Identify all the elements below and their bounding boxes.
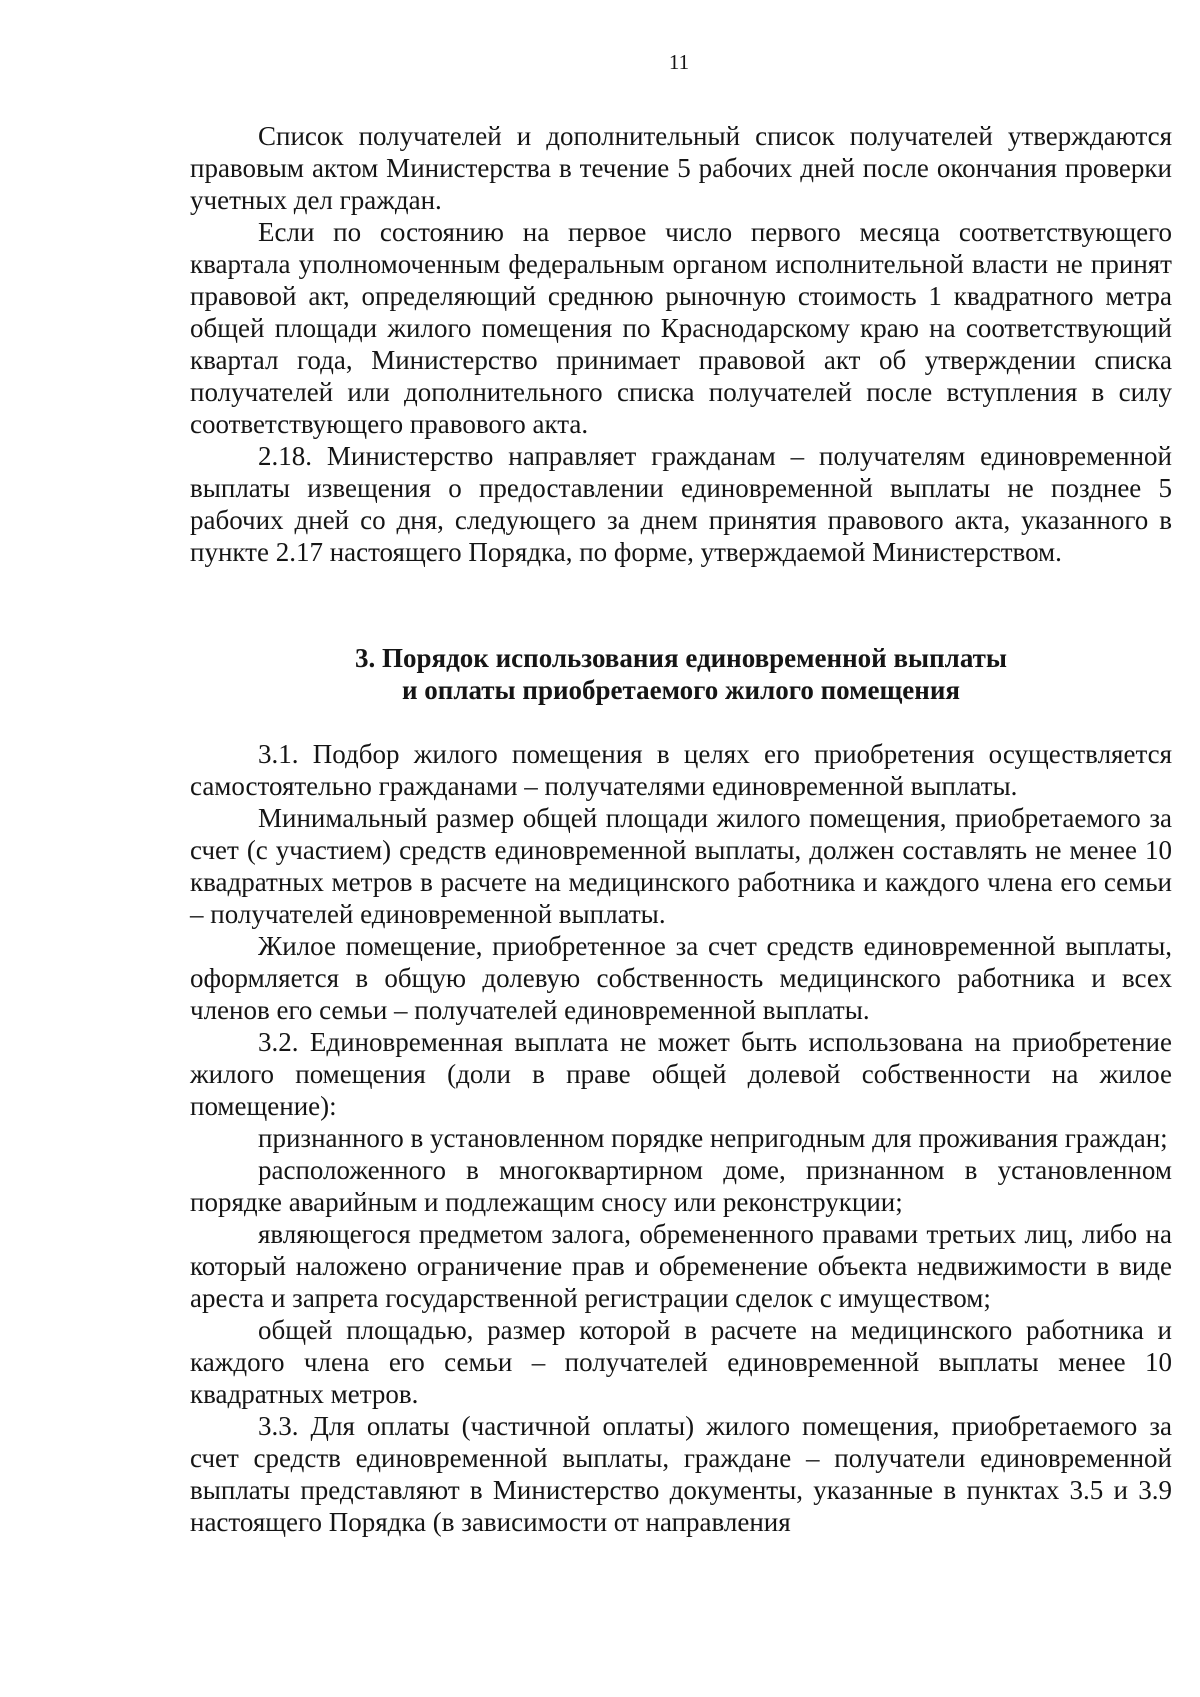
paragraph: общей площадью, размер которой в расчете на медицинского работника и каждого члена его семьи – получателей единовременной выплаты менее 10 квадратных метров.: [190, 1315, 1172, 1409]
paragraph: Минимальный размер общей площади жилого помещения, приобретаемого за счет (с участием) средств единовременной выплаты, должен составлять не менее 10 квадратных метров в расчете на медицинского работника и каждого члена его семьи – получателей единовременной выплаты.: [190, 803, 1172, 929]
paragraph: 3.2. Единовременная выплата не может быть использована на приобретение жилого помещения (доли в праве общей долевой собственности на жилое помещение):: [190, 1027, 1172, 1121]
section-3-heading: [190, 642, 1172, 706]
paragraph: 3.3. Для оплаты (частичной оплаты) жилого помещения, приобретаемого за счет средств единовременной выплаты, граждане – получатели единовременной выплаты представляют в Министерство документы, указанные в пунктах 3.5 и 3.9 настоящего Порядка (в зависимости от направления: [190, 1411, 1172, 1537]
paragraph: Список получателей и дополнительный список получателей утверждаются правовым актом Министерства в течение 5 рабочих дней после окончания проверки учетных дел граждан.: [190, 121, 1172, 215]
heading-line: 3. Порядок использования единовременной выплаты: [355, 643, 1007, 673]
section-2-text: [190, 120, 1172, 568]
paragraph: являющегося предметом залога, обремененного правами третьих лиц, либо на который наложено ограничение прав и обременение объекта недвижимости в виде ареста и запрета государственной регистрации сделок с имуществом;: [190, 1219, 1172, 1313]
paragraph: признанного в установленном порядке непригодным для проживания граждан;: [258, 1123, 1168, 1153]
paragraph: Жилое помещение, приобретенное за счет средств единовременной выплаты, оформляется в общую долевую собственность медицинского работника и всех членов его семьи – получателей единовременной выплаты.: [190, 931, 1172, 1025]
paragraph: Если по состоянию на первое число первого месяца соответствующего квартала уполномоченным федеральным органом исполнительной власти не принят правовой акт, определяющий среднюю рыночную стоимость 1 квадратного метра общей площади жилого помещения по Краснодарскому краю на соответствующий квартал года, Министерство принимает правовой акт об утверждении списка получателей или дополнительного списка получателей после вступления в силу соответствующего правового акта.: [190, 217, 1172, 439]
section-3-text: [190, 738, 1172, 1538]
page-number: 11: [668, 50, 690, 74]
paragraph: расположенного в многоквартирном доме, признанном в установленном порядке аварийным и подлежащим сносу или реконструкции;: [190, 1155, 1172, 1217]
paragraph: 3.1. Подбор жилого помещения в целях его приобретения осуществляется самостоятельно гражданами – получателями единовременной выплаты.: [190, 739, 1172, 801]
heading-line: и оплаты приобретаемого жилого помещения: [401, 675, 961, 705]
paragraph: 2.18. Министерство направляет гражданам – получателям единовременной выплаты извещения о предоставлении единовременной выплаты не позднее 5 рабочих дней со дня, следующего за днем принятия правового акта, указанного в пункте 2.17 настоящего Порядка, по форме, утверждаемой Министерством.: [190, 441, 1172, 567]
